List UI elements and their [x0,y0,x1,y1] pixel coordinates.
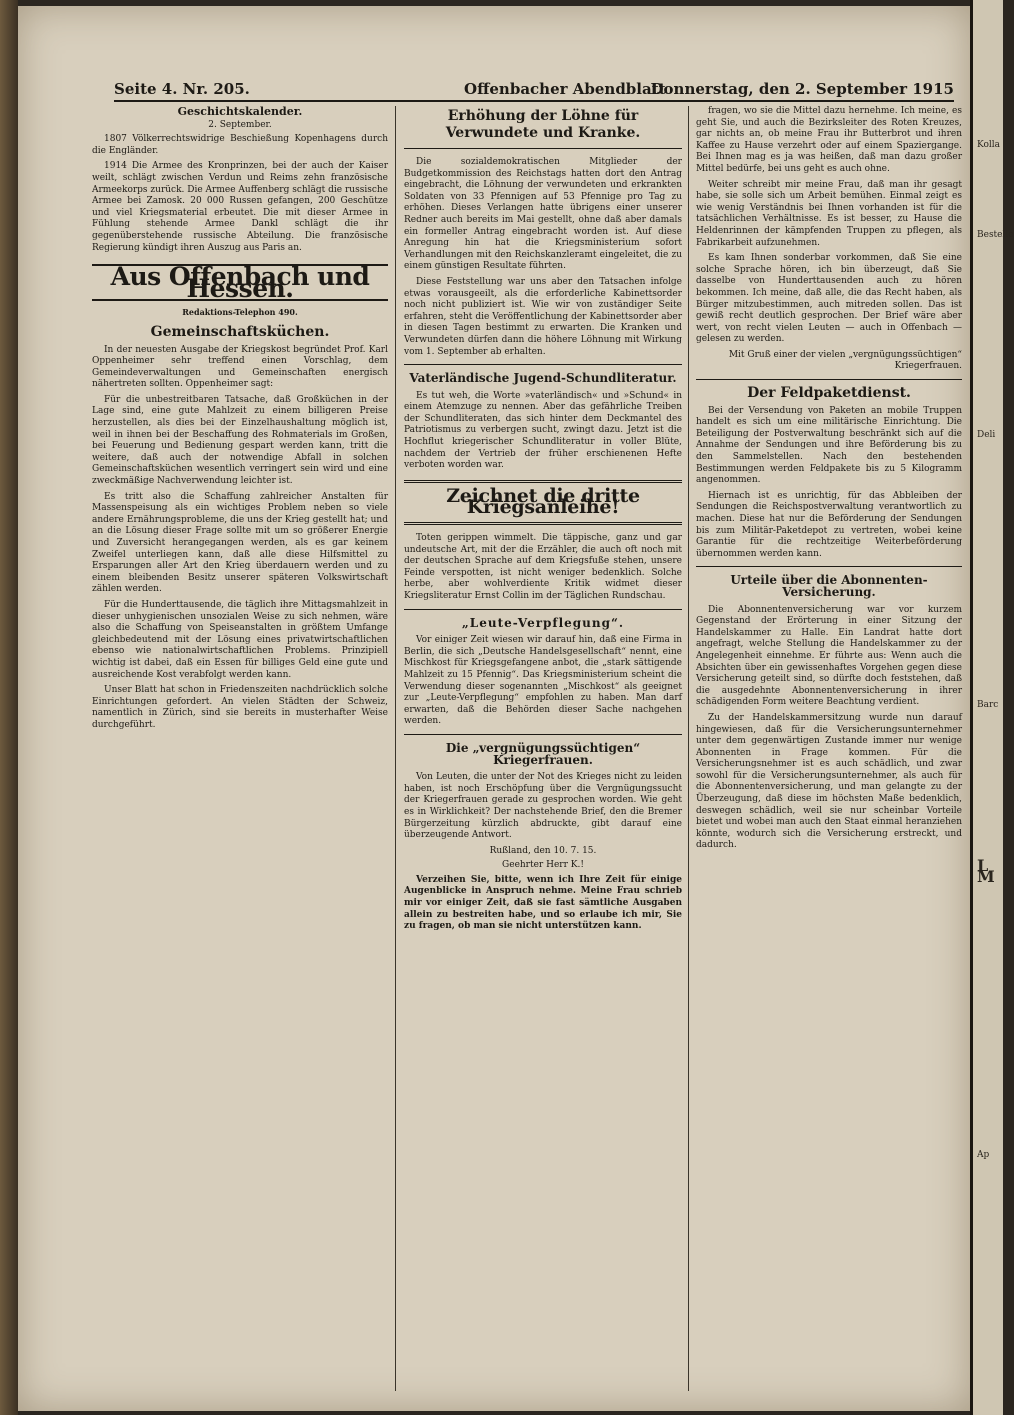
article-paragraph: Unser Blatt hat schon in Friedenszeiten nachdrücklich solche Einrichtungen gefordert. An vielen Städten der Schweiz, namentlich in Zürich, sind sie bereits in musterhafter Weise durchgeführt. [92,685,388,730]
calendar-entry: 1914 Die Armee des Kronprinzen, bei der auch der Kaiser weilt, schlägt zwischen Verdun und Reims zehn französische Armeekorps zurück. Die Armee Auffenberg schlägt die russische Armee bei Zamosk. 20 000 Russen gefangen, 200 Geschütze und viel Kriegsmaterial erbeutet. Die mit dieser Armee in Fühlung stehende Armee Dankl schlägt die ihr gegenüberstehende russische Abteilung. Die französische Regierung kündigt ihren Auszug aus Paris an. [92,161,388,253]
article-title: Urteile über die Abonnenten-Versicherung. [730,573,928,599]
article-title: Erhöhung der Löhne für Verwundete und Kranke. [404,108,682,149]
adjacent-page-edge [970,0,1014,1415]
article-paragraph: Weiter schreibt mir meine Frau, daß man ihr gesagt habe, sie solle sich um Arbeit bemühen. Einmal zeigt es wie wenig Verständnis bei Ihnen vorhanden ist für die tatsächlichen Verhältnisse. Es ist besser, zu Hause die Heldenrinnen der kämpfenden Truppen zu pflegen, als Fabrikarbeit aufzunehmen. [696,179,962,248]
book-binding [0,0,18,1415]
calendar-entry: 1807 Völkerrechtswidrige Beschießung Kopenhagens durch die Engländer. [92,134,388,156]
page-number: Seite 4. Nr. 205. [114,80,250,98]
article-title: Der Feldpaketdienst. [747,385,911,402]
article-paragraph: Für die Hunderttausende, die täglich ihre Mittagsmahlzeit in dieser unhygienischen unsozialen Weise zu sich nehmen, wäre also die Schaffung von Speiseanstalten in größtem Umfange gleichbedeutend mit der Lösung eines privatwirtschaftlichen ebenso wie nationalwirtschaftlichen Problems. Prinzipiell wichtig ist dabei, daß ein Essen für billiges Geld eine gute und ausreichende Kost verabfolgt werden kann. [92,599,388,680]
page-header [114,74,954,102]
edge-fragment: Deli [977,430,996,440]
article-paragraph: In der neuesten Ausgabe der Kriegskost begründet Prof. Karl Oppenheimer sehr treffend einen Vorschlag, dem Gemeindeverwaltungen und Gemeinschaften energisch nähertreten sollten. Oppenheimer sagt: [92,344,388,390]
letter-closing: Mit Gruß einer der vielen „vergnügungssüchtigen“ Kriegerfrauen. [728,349,962,372]
article-title: Vaterländische Jugend-Schundliteratur. [409,371,677,386]
article-paragraph: Diese Feststellung war uns aber den Tatsachen infolge etwas vorausgeeilt, als die erforderliche Kabinettsorder noch nicht publiziert ist. Wie wir von zuständiger Seite erfahren, steht die Veröffentlichung der Kabinettsorder aber in diesen Tagen bestimmt zu erwarten. Die Kranken und Verwundeten dürfen dann die höhere Löhnung mit Wirkung vom 1. September ab erhalten. [404,276,682,357]
issue-date: Donnerstag, den 2. September 1915 [650,80,954,98]
letter-dateline: Rußland, den 10. 7. 15. [489,845,597,856]
section-title: Aus Offenbach und Hessen. [92,264,388,301]
article-paragraph: Es kam Ihnen sonderbar vorkommen, daß Sie eine solche Sprache hören, ich bin überzeugt, daß Sie dasselbe von Hunderttausenden auch zu hören bekommen. Ich meine, daß alle, die das Recht haben, als Bürger mitzubestimmen, auch mitreden sollen. Das ist gewiß recht deutlich gesprochen. Der Brief wäre aber wert, von recht vielen Leuten — auch in Offenbach — gelesen zu werden. [696,253,962,345]
edge-fragment: Ap [977,1150,990,1160]
column-rule [395,106,396,1391]
article-paragraph: Vor einiger Zeit wiesen wir darauf hin, daß eine Firma in Berlin, die sich „Deutsche Handelsgesellschaft“ nennt, eine Mischkost für Kriegsgefangene anbot, die „stark sättigende Mahlzeit zu 15 Pfennig“. Das Kriegsministerium scheint die Verwendung dieser sogenannten „Mischkost“ als geeignet zur „Leute-Verpflegung“ empfohlen zu haben. Man darf erwarten, daß die Behörden dieser Sache nachgehen werden. [404,635,682,727]
article-paragraph: Es tritt also die Schaffung zahlreicher Anstalten für Massenspeisung als ein wichtiges Problem neben so viele andere Ernährungsprobleme, die uns der Krieg gestellt hat; und an die Lösung dieser Frage sollte mit um so größerer Energie und Zuversicht herangegangen werden, als es gar keinem Zweifel unterliegen kann, daß alle diese Hilfsmittel zu Ersparungen aller Art den Krieg überdauern werden und zu einem bleibenden Besitz unserer späteren Volkswirtschaft zählen werden. [92,491,388,595]
divider [404,734,682,735]
history-calendar-date: 2. September. [208,119,272,130]
article-paragraph: Die sozialdemokratischen Mitglieder der Budgetkommission des Reichstags hatten dort den Antrag eingebracht, die Löhnung der verwundeten und erkrankten Soldaten von 33 Pfennigen auf 53 Pfennige pro Tag zu erhöhen. Dieses Verlangen hatte übrigens einer unserer Redner auch bereits im Mai gestellt, ohne daß aber damals ein formeller Antrag eingebracht worden ist. Auf diese Anregung hin hat die Kriegsministerium sofort Verhandlungen mit den Reichskanzleramt eingeleitet, die zu einem günstigen Resultate führten. [404,157,682,272]
war-loan-advertisement: Zeichnet die dritte Kriegsanleihe! [404,480,682,525]
redaktion-telephone: Redaktions-Telephon 490. [182,307,298,318]
article-title: Die „vergnügungssüchtigen“ Kriegerfrauen. [445,740,641,767]
edge-fragment: L M [977,856,995,886]
newspaper-page [18,6,970,1411]
column-3 [696,106,962,1391]
edge-fragment: Barc [977,700,999,710]
article-paragraph: Von Leuten, die unter der Not des Krieges nicht zu leiden haben, ist noch Erschöpfung über die Vergnügungssucht der Kriegerfrauen gerade zu gesprochen worden. Wie geht es in Wirklichkeit? Der nachstehende Brief, den die Bremer Bürgerzeitung kürzlich abdruckte, gibt darauf eine überzeugende Antwort. [404,772,682,841]
article-paragraph: Für die unbestreitbaren Tatsache, daß Großküchen in der Lage sind, eine gute Mahlzeit zu einem billigeren Preise herzustellen, als dies bei der Einzelhaushaltung möglich ist, weil in ihnen bei der Beschaffung des Rohmaterials im Großen, bei Feuerung und Bedienung gespart werden kann, tritt die weitere, daß auch der notwendige Abfall in solchen Gemeinschaftsküchen wesentlich verringert sein wird und eine zweckmäßige Nachverwendung leichter ist. [92,394,388,487]
divider [696,379,962,380]
history-calendar-title: Geschichtskalender. [177,105,303,118]
newspaper-name: Offenbacher Abendblatt [464,80,666,98]
divider [404,364,682,365]
column-2 [404,106,682,1391]
divider [696,566,962,567]
article-title: „Leute-Verpflegung“. [461,615,625,630]
letter-greeting: Geehrter Herr K.! [502,860,584,871]
edge-fragment: Kolla [977,140,1001,150]
article-title: Gemeinschaftsküchen. [150,323,330,340]
article-paragraph: Hiernach ist es unrichtig, für das Abbleiben der Sendungen die Reichspostverwaltung verantwortlich zu machen. Diese hat nur die Beförderung der Sendungen bis zum Militär-Paketdepot zu vertreten, wobei keine Garantie für die rechtzeitige Weiterbeförderung übernommen werden kann. [696,490,962,559]
column-1 [92,106,388,1391]
article-paragraph: Zu der Handelskammersitzung wurde nun darauf hingewiesen, daß für die Versicherungsunternehmer unter dem gegenwärtigen Zustande immer nur wenige Abonnenten in Frage kommen. Für die Versicherungsnehmer ist es auch schädlich, und zwar sowohl für die Versicherungsunternehmer, als auch für die Abonnentenversicherung, und man gelangte zu der Überzeugung, daß diese im höchsten Maße bedenklich, deswegen schädlich, weil sie nur scheinbar Vorteile bietet und wobei man auch den Staat einmal heranziehen könnte, wodurch sich die Versicherung erstreckt, und dadurch. [696,712,962,851]
article-paragraph: Es tut weh, die Worte »vaterländisch« und »Schund« in einem Atemzuge zu nennen. Aber das gefährliche Treiben der Schundliteraten, das sich hinter dem Deckmantel des Patriotismus zu verbergen sucht, zwingt dazu. Jetzt ist die Hochflut kriegerischer Schundliteratur in voller Blüte, nachdem der Vertrieb der früher erschienenen Hefte verboten worden war. [404,390,682,471]
article-paragraph: Verzeihen Sie, bitte, wenn ich Ihre Zeit für einige Augenblicke in Anspruch nehme. Meine Frau schrieb mir vor einiger Zeit, daß sie fast sämtliche Ausgaben allein zu bestreiten habe, und so erlaube ich mir, Sie zu fragen, ob man sie nicht unterstützen kann. [404,874,682,932]
column-rule [688,106,689,1391]
article-paragraph: Toten gerippen wimmelt. Die täppische, ganz und gar undeutsche Art, mit der die Erzähler, die auch oft noch mit der deutschen Sprache auf dem Kriegsfuße stehen, unsere Feinde verspotten, ist nicht weniger bedenklich. Solche herbe, aber wohlverdiente Kritik widmet dieser Kriegsliteratur Ernst Collin im der Täglichen Rundschau. [404,533,682,601]
article-paragraph: fragen, wo sie die Mittel dazu hernehme. Ich meine, es geht Sie, und auch die Bezirksleiter des Roten Kreuzes, gar nichts an, ob meine Frau ihr Butterbrot und ihren Kaffee zu Hause verzehrt oder auf einem Spaziergange. Bei Ihnen mag es ja was heißen, daß man dazu großer Mittel bedürfe, bei uns geht es auch ohne. [696,106,962,174]
edge-fragment: Bestelle [977,230,1014,240]
article-paragraph: Bei der Versendung von Paketen an mobile Truppen handelt es sich um eine militärische Einrichtung. Die Beteiligung der Postverwaltung beschränkt sich auf die Annahme der Sendungen und ihre Beförderung bis zu den Sammelstellen. Nach den bestehenden Bestimmungen werden Feldpakete bis zu 5 Kilogramm angenommen. [696,405,962,486]
article-paragraph: Die Abonnentenversicherung war vor kurzem Gegenstand der Erörterung in einer Sitzung der Handelskammer zu Halle. Ein Landrat hatte dort angefragt, welche Stellung die Handelskammer zu der Angelegenheit einnehme. Er führte aus: Wenn auch die Absichten über ein gewissenhaftes Vorgehen gegen diese Versicherung geteilt sind, so dürfte doch feststehen, daß die ausgedehnte Abonnentenversicherung in ihrer schädigenden Form weitere Beachtung verdient. [696,604,962,708]
divider [404,609,682,610]
